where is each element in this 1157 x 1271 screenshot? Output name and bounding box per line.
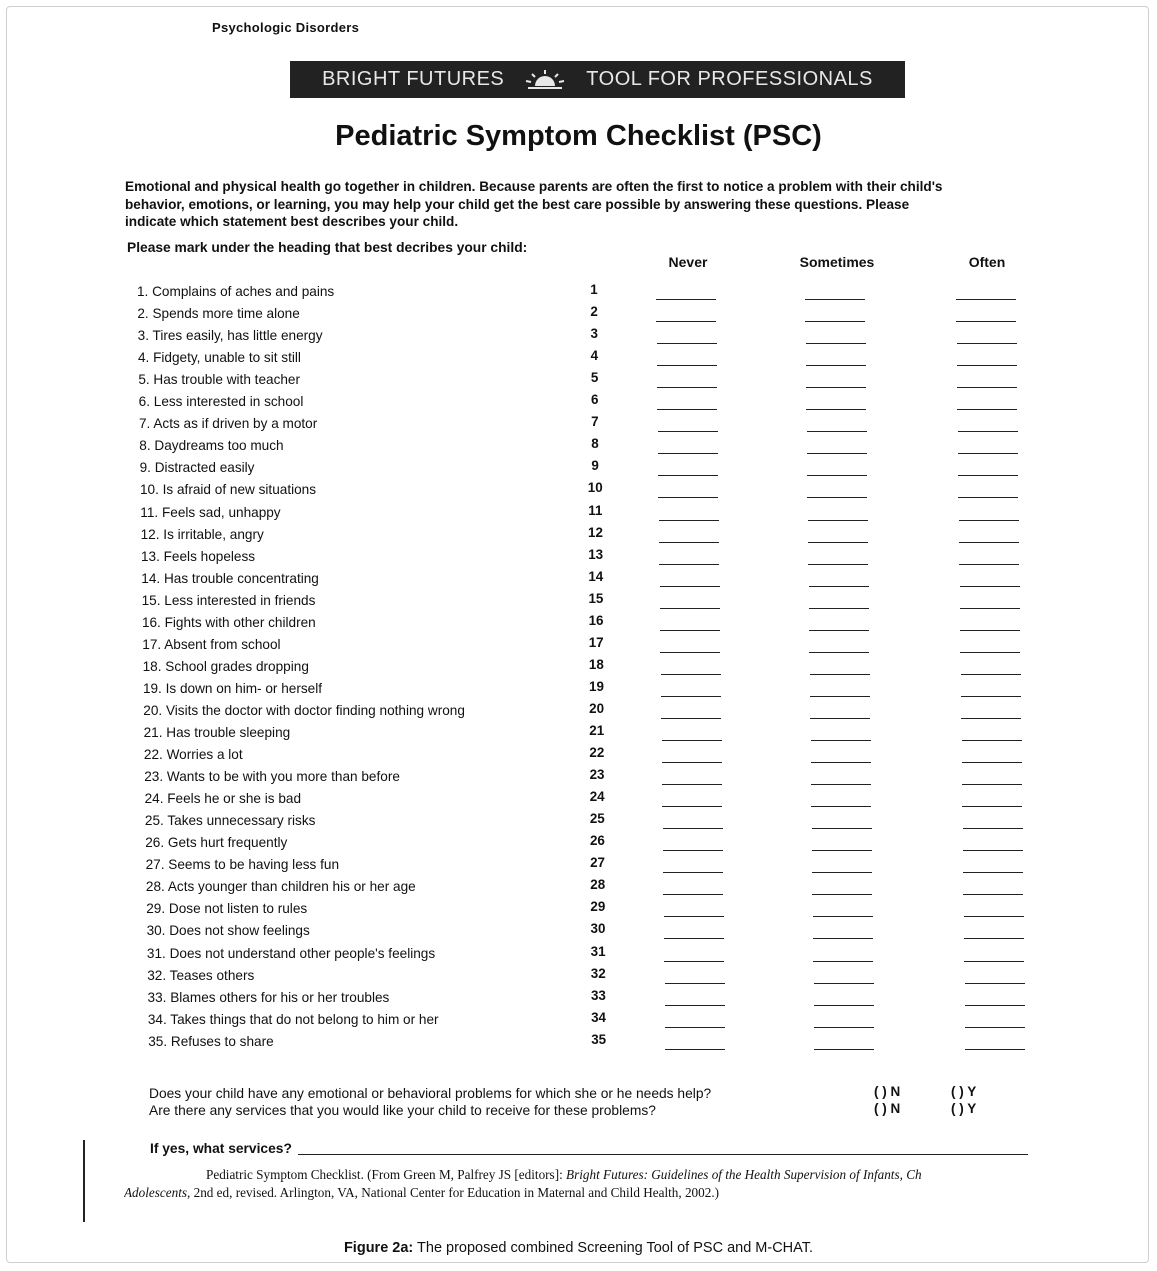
answer-blank-often[interactable] xyxy=(962,762,1022,763)
checklist-item-label: 17. Absent from school xyxy=(142,636,281,652)
checklist-item-label: 9. Distracted easily xyxy=(139,460,255,476)
answer-blank-sometimes[interactable] xyxy=(806,343,866,344)
checklist-item-label: 25. Takes unnecessary risks xyxy=(144,813,316,829)
answer-blank-often[interactable] xyxy=(963,850,1023,851)
checklist-item-label: 1. Complains of aches and pains xyxy=(137,284,335,299)
answer-blank-never[interactable] xyxy=(662,784,722,785)
answer-blank-never[interactable] xyxy=(659,542,719,543)
help-yes-option[interactable]: ( ) Y xyxy=(951,1084,977,1099)
checklist-item-label: 23. Wants to be with you more than before xyxy=(144,769,400,785)
checklist-item-label: 33. Blames others for his or her troubles xyxy=(147,989,390,1005)
answer-blank-sometimes[interactable] xyxy=(806,409,866,410)
answer-blank-never[interactable] xyxy=(660,608,720,609)
answer-blank-sometimes[interactable] xyxy=(811,740,871,741)
banner-right-text: TOOL FOR PROFESSIONALS xyxy=(586,68,873,90)
answer-blank-often[interactable] xyxy=(965,983,1025,984)
instruction-text: Please mark under the heading that best decribes your child: xyxy=(127,240,528,255)
answer-blank-often[interactable] xyxy=(964,961,1024,962)
checklist-item-label: 18. School grades dropping xyxy=(142,658,309,674)
checklist-item-number: 5 xyxy=(590,370,599,386)
answer-blank-often[interactable] xyxy=(961,696,1021,697)
answer-blank-often[interactable] xyxy=(963,872,1023,873)
answer-blank-never[interactable] xyxy=(663,828,723,829)
answer-blank-often[interactable] xyxy=(964,916,1024,917)
citation-line1-italic: Bright Futures: Guidelines of the Health Supervision of Infants, Ch xyxy=(566,1167,922,1182)
answer-blank-sometimes[interactable] xyxy=(813,961,873,962)
answer-blank-sometimes[interactable] xyxy=(807,453,867,454)
answer-blank-often[interactable] xyxy=(963,828,1023,829)
answer-blank-often[interactable] xyxy=(961,674,1021,675)
answer-blank-never[interactable] xyxy=(657,409,717,410)
answer-blank-often[interactable] xyxy=(960,608,1020,609)
question-services: Are there any services that you would like your child to receive for these problems? xyxy=(149,1103,656,1118)
checklist-item-label: 22. Worries a lot xyxy=(143,747,243,763)
answer-blank-sometimes[interactable] xyxy=(807,497,867,498)
checklist-item-number: 29 xyxy=(590,899,606,915)
checklist-item-label: 10. Is afraid of new situations xyxy=(139,482,317,498)
answer-blank-sometimes[interactable] xyxy=(811,806,871,807)
answer-blank-sometimes[interactable] xyxy=(814,1049,874,1050)
checklist-item-label: 32. Teases others xyxy=(147,967,255,983)
checklist-item-number: 25 xyxy=(589,811,605,827)
answer-blank-often[interactable] xyxy=(962,740,1022,741)
answer-blank-often[interactable] xyxy=(960,630,1020,631)
answer-blank-never[interactable] xyxy=(658,497,718,498)
checklist-item-number: 13 xyxy=(588,546,604,562)
checklist-item-number: 14 xyxy=(588,568,604,584)
checklist-item-number: 3 xyxy=(590,326,598,342)
answer-blank-sometimes[interactable] xyxy=(808,520,868,521)
answer-blank-often[interactable] xyxy=(958,475,1018,476)
checklist-item-label: 21. Has trouble sleeping xyxy=(143,725,291,740)
checklist-item-label: 35. Refuses to share xyxy=(148,1033,274,1049)
answer-blank-often[interactable] xyxy=(956,299,1016,300)
answer-blank-never[interactable] xyxy=(664,916,724,917)
checklist-item-label: 31. Does not understand other people's feelings xyxy=(146,945,436,961)
section-label: Psychologic Disorders xyxy=(212,20,360,35)
checklist-item-label: 8. Daydreams too much xyxy=(139,438,284,454)
answer-blank-often[interactable] xyxy=(962,806,1022,807)
answer-blank-sometimes[interactable] xyxy=(809,586,869,587)
checklist-item-number: 20 xyxy=(589,700,605,716)
checklist-item-label: 14. Has trouble concentrating xyxy=(141,570,319,586)
answer-blank-often[interactable] xyxy=(957,387,1017,388)
answer-blank-often[interactable] xyxy=(957,409,1017,410)
answer-blank-often[interactable] xyxy=(959,520,1019,521)
answer-blank-often[interactable] xyxy=(965,1027,1025,1028)
checklist-item-label: 16. Fights with other children xyxy=(141,614,316,630)
answer-blank-never[interactable] xyxy=(661,674,721,675)
checklist-item-number: 16 xyxy=(588,612,604,628)
intro-paragraph: Emotional and physical health go together in children. Because parents are often the first to notice a problem with their child's behavior, emotions, or learning, you may help your child get the best care possible by answering these questions. Please indicate which statement best describes your child. xyxy=(125,179,943,229)
answer-blank-sometimes[interactable] xyxy=(812,850,872,851)
services-label: If yes, what services? xyxy=(150,1141,292,1156)
answer-blank-sometimes[interactable] xyxy=(807,475,867,476)
citation xyxy=(124,1166,1054,1202)
answer-blank-sometimes[interactable] xyxy=(811,762,871,763)
answer-blank-often[interactable] xyxy=(963,894,1023,895)
checklist-item-label: 34. Takes things that do not belong to him or her xyxy=(147,1011,439,1027)
checklist-item-number: 2 xyxy=(590,304,598,320)
checklist-item-label: 30. Does not show feelings xyxy=(146,923,310,939)
checklist-item-label: 11. Feels sad, unhappy xyxy=(140,504,281,520)
answer-blank-never[interactable] xyxy=(662,762,722,763)
answer-blank-never[interactable] xyxy=(658,453,718,454)
checklist-item-number: 21 xyxy=(589,723,605,738)
answer-blank-sometimes[interactable] xyxy=(811,784,871,785)
answer-blank-never[interactable] xyxy=(664,938,724,939)
checklist-item-number: 4 xyxy=(590,348,599,364)
checklist-item-number: 18 xyxy=(588,656,604,672)
checklist-item-label: 29. Dose not listen to rules xyxy=(146,901,308,917)
answer-blank-sometimes[interactable] xyxy=(805,299,865,300)
checklist-item-label: 27. Seems to be having less fun xyxy=(145,857,340,873)
caption-label: Figure 2a: xyxy=(343,1240,414,1256)
answer-blank-never[interactable] xyxy=(657,387,717,388)
column-header-never: Never xyxy=(668,254,708,270)
checklist-item-number: 8 xyxy=(591,436,599,452)
checklist-item-number: 11 xyxy=(588,502,603,518)
answer-blank-sometimes[interactable] xyxy=(807,431,867,432)
checklist-item-number: 17 xyxy=(588,634,604,650)
figure-caption xyxy=(0,1240,1157,1256)
answer-blank-sometimes[interactable] xyxy=(813,938,873,939)
question-needs-help: Does your child have any emotional or behavioral problems for which she or he needs help? xyxy=(149,1086,712,1101)
answer-blank-often[interactable] xyxy=(957,365,1017,366)
answer-blank-never[interactable] xyxy=(661,718,721,719)
answer-blank-sometimes[interactable] xyxy=(813,916,873,917)
answer-blank-often[interactable] xyxy=(965,1049,1025,1050)
checklist-item-label: 3. Tires easily, has little energy xyxy=(137,328,323,344)
answer-blank-never[interactable] xyxy=(658,475,718,476)
answer-blank-never[interactable] xyxy=(664,961,724,962)
answer-blank-sometimes[interactable] xyxy=(810,696,870,697)
answer-blank-often[interactable] xyxy=(956,321,1016,322)
services-no-option[interactable]: ( ) N xyxy=(874,1101,901,1116)
answer-blank-sometimes[interactable] xyxy=(806,365,866,366)
services-yes-option[interactable]: ( ) Y xyxy=(951,1101,977,1116)
answer-blank-never[interactable] xyxy=(657,365,717,366)
answer-blank-never[interactable] xyxy=(661,696,721,697)
answer-blank-never[interactable] xyxy=(665,1049,725,1050)
checklist-item-number: 27 xyxy=(590,855,606,871)
services-answer-line[interactable] xyxy=(298,1154,1028,1155)
answer-blank-sometimes[interactable] xyxy=(808,542,868,543)
checklist-item-number: 7 xyxy=(591,414,599,430)
answer-blank-never[interactable] xyxy=(662,740,722,741)
answer-blank-never[interactable] xyxy=(660,586,720,587)
answer-blank-never[interactable] xyxy=(665,1027,725,1028)
citation-line1: Pediatric Symptom Checklist. (From Green M, Palfrey JS [editors]: xyxy=(206,1167,567,1182)
page-edge-mark xyxy=(83,1140,85,1222)
answer-blank-never[interactable] xyxy=(663,894,723,895)
answer-blank-sometimes[interactable] xyxy=(809,652,869,653)
bright-futures-banner xyxy=(290,61,905,98)
checklist-item-number: 19 xyxy=(589,678,604,694)
answer-blank-sometimes[interactable] xyxy=(812,828,872,829)
checklist-item-number: 31 xyxy=(590,943,606,959)
sun-rising-icon xyxy=(524,68,566,92)
answer-blank-often[interactable] xyxy=(965,1005,1025,1006)
answer-blank-often[interactable] xyxy=(959,542,1019,543)
column-header-often: Often xyxy=(968,254,1006,270)
checklist-item-label: 12. Is irritable, angry xyxy=(140,526,264,542)
answer-blank-never[interactable] xyxy=(660,652,720,653)
checklist-item-number: 28 xyxy=(590,877,606,893)
answer-blank-often[interactable] xyxy=(959,564,1019,565)
answer-blank-often[interactable] xyxy=(958,431,1018,432)
answer-blank-never[interactable] xyxy=(657,343,717,344)
answer-blank-often[interactable] xyxy=(960,586,1020,587)
checklist-item-number: 1 xyxy=(590,282,598,297)
checklist-item-number: 35 xyxy=(591,1031,607,1047)
checklist-item-number: 34 xyxy=(591,1009,606,1025)
answer-blank-never[interactable] xyxy=(663,850,723,851)
answer-blank-never[interactable] xyxy=(659,564,719,565)
answer-blank-sometimes[interactable] xyxy=(806,387,866,388)
checklist-item-label: 4. Fidgety, unable to sit still xyxy=(137,350,301,366)
answer-blank-sometimes[interactable] xyxy=(809,630,869,631)
answer-blank-sometimes[interactable] xyxy=(810,718,870,719)
banner-left-text: BRIGHT FUTURES xyxy=(322,68,505,90)
checklist-item-label: 6. Less interested in school xyxy=(138,394,304,410)
answer-blank-never[interactable] xyxy=(658,431,718,432)
answer-blank-never[interactable] xyxy=(665,983,725,984)
checklist-item-label: 5. Has trouble with teacher xyxy=(138,372,301,388)
answer-blank-sometimes[interactable] xyxy=(812,894,872,895)
answer-blank-often[interactable] xyxy=(958,497,1018,498)
help-no-option[interactable]: ( ) N xyxy=(874,1084,901,1099)
checklist-item-label: 7. Acts as if driven by a motor xyxy=(138,416,318,432)
answer-blank-sometimes[interactable] xyxy=(814,983,874,984)
checklist-item-number: 6 xyxy=(590,392,599,408)
answer-blank-never[interactable] xyxy=(659,520,719,521)
caption-text: The proposed combined Screening Tool of PSC and M-CHAT. xyxy=(413,1240,814,1256)
checklist-item-number: 23 xyxy=(589,767,605,783)
citation-line2-italic: Adolescents xyxy=(124,1185,187,1200)
checklist-item-label: 24. Feels he or she is bad xyxy=(144,791,301,807)
checklist-item-label: 20. Visits the doctor with doctor finding nothing wrong xyxy=(143,702,465,718)
answer-blank-never[interactable] xyxy=(662,806,722,807)
answer-blank-often[interactable] xyxy=(960,652,1020,653)
checklist-item-number: 10 xyxy=(587,480,603,496)
checklist-item-label: 28. Acts younger than children his or her age xyxy=(145,879,416,895)
answer-blank-sometimes[interactable] xyxy=(814,1005,874,1006)
citation-line2: , 2nd ed, revised. Arlington, VA, National Center for Education in Maternal and Child Health, 2002.) xyxy=(187,1185,720,1200)
checklist-item-number: 15 xyxy=(588,590,604,606)
checklist-item-number: 9 xyxy=(591,458,599,474)
answer-blank-often[interactable] xyxy=(961,718,1021,719)
answer-blank-sometimes[interactable] xyxy=(808,564,868,565)
form-title: Pediatric Symptom Checklist (PSC) xyxy=(335,120,822,152)
answer-blank-often[interactable] xyxy=(962,784,1022,785)
checklist-item-number: 24 xyxy=(589,789,605,805)
checklist-item-label: 19. Is down on him- or herself xyxy=(142,680,323,696)
checklist-item-label: 13. Feels hopeless xyxy=(140,548,256,564)
checklist-item-number: 12 xyxy=(588,524,603,540)
checklist-item-label: 15. Less interested in friends xyxy=(141,592,316,608)
answer-blank-never[interactable] xyxy=(660,630,720,631)
answer-blank-often[interactable] xyxy=(957,343,1017,344)
checklist-item-number: 32 xyxy=(590,965,606,981)
checklist-item-number: 22 xyxy=(589,745,605,761)
answer-blank-sometimes[interactable] xyxy=(809,608,869,609)
answer-blank-sometimes[interactable] xyxy=(814,1027,874,1028)
answer-blank-never[interactable] xyxy=(665,1005,725,1006)
answer-blank-sometimes[interactable] xyxy=(812,872,872,873)
checklist-item-label: 2. Spends more time alone xyxy=(137,306,300,322)
column-header-sometimes: Sometimes xyxy=(799,254,875,270)
checklist-item-number: 30 xyxy=(590,921,606,937)
answer-blank-sometimes[interactable] xyxy=(810,674,870,675)
answer-blank-sometimes[interactable] xyxy=(805,321,865,322)
answer-blank-never[interactable] xyxy=(656,299,716,300)
answer-blank-never[interactable] xyxy=(656,321,716,322)
checklist-item-number: 33 xyxy=(590,987,606,1003)
checklist-item-number: 26 xyxy=(589,833,605,849)
answer-blank-never[interactable] xyxy=(663,872,723,873)
answer-blank-often[interactable] xyxy=(964,938,1024,939)
checklist-item-label: 26. Gets hurt frequently xyxy=(145,835,288,851)
answer-blank-often[interactable] xyxy=(958,453,1018,454)
